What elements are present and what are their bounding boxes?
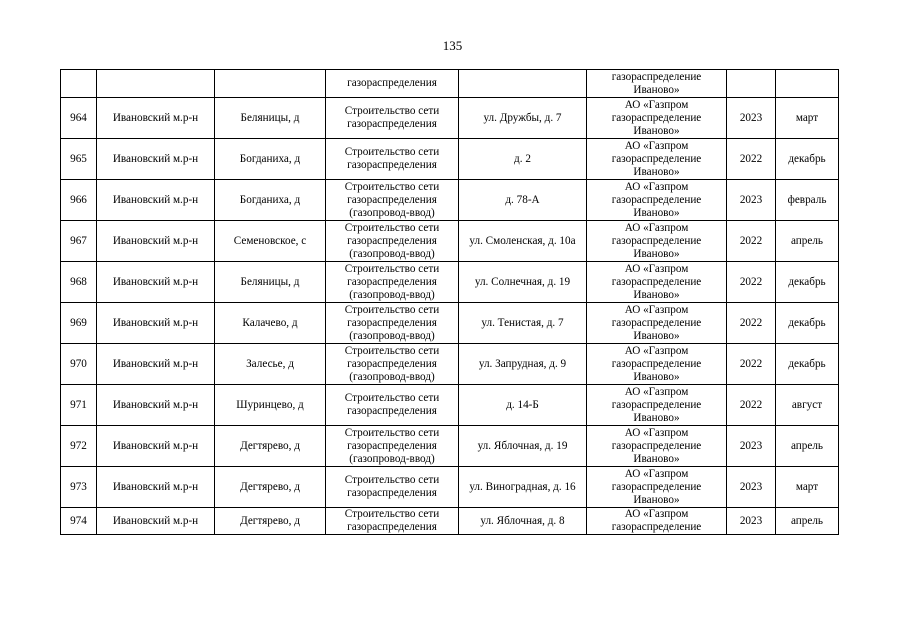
- cell-locality: Залесье, д: [215, 344, 326, 385]
- cell-address: д. 2: [459, 139, 587, 180]
- continuation-row: [61, 70, 839, 98]
- cell-work: Строительство сети газораспределения (газопровод-ввод): [326, 344, 459, 385]
- cell-year: 2022: [727, 221, 776, 262]
- cell-locality: [215, 70, 326, 98]
- cell-address: д. 78-А: [459, 180, 587, 221]
- cell-address: ул. Смоленская, д. 10а: [459, 221, 587, 262]
- cell-num: 968: [61, 262, 97, 303]
- cell-district: Ивановский м.р-н: [97, 180, 215, 221]
- cell-month: апрель: [776, 508, 839, 535]
- cell-address: ул. Виноградная, д. 16: [459, 467, 587, 508]
- cell-work: Строительство сети газораспределения (газопровод-ввод): [326, 262, 459, 303]
- cell-district: Ивановский м.р-н: [97, 467, 215, 508]
- cell-year: 2023: [727, 508, 776, 535]
- cell-month: август: [776, 385, 839, 426]
- cell-month: апрель: [776, 426, 839, 467]
- table-row: [61, 508, 839, 535]
- cell-num: 974: [61, 508, 97, 535]
- cell-work: Строительство сети газораспределения: [326, 508, 459, 535]
- cell-year: 2023: [727, 467, 776, 508]
- cell-district: Ивановский м.р-н: [97, 344, 215, 385]
- cell-organization: АО «Газпром газораспределение: [587, 508, 727, 535]
- table-row: [61, 98, 839, 139]
- cell-address: ул. Дружбы, д. 7: [459, 98, 587, 139]
- cell-work: газораспределения: [326, 70, 459, 98]
- cell-organization: АО «Газпром газораспределение Иваново»: [587, 139, 727, 180]
- cell-district: Ивановский м.р-н: [97, 508, 215, 535]
- cell-work: Строительство сети газораспределения (газопровод-ввод): [326, 303, 459, 344]
- cell-num: 972: [61, 426, 97, 467]
- cell-organization: АО «Газпром газораспределение Иваново»: [587, 262, 727, 303]
- table-row: [61, 262, 839, 303]
- table-row: [61, 344, 839, 385]
- cell-district: Ивановский м.р-н: [97, 426, 215, 467]
- cell-address: ул. Тенистая, д. 7: [459, 303, 587, 344]
- cell-organization: АО «Газпром газораспределение Иваново»: [587, 221, 727, 262]
- cell-year: 2022: [727, 139, 776, 180]
- cell-locality: Калачево, д: [215, 303, 326, 344]
- cell-work: Строительство сети газораспределения: [326, 139, 459, 180]
- cell-district: Ивановский м.р-н: [97, 385, 215, 426]
- cell-year: 2022: [727, 385, 776, 426]
- cell-locality: Шуринцево, д: [215, 385, 326, 426]
- cell-organization: АО «Газпром газораспределение Иваново»: [587, 303, 727, 344]
- cell-month: декабрь: [776, 262, 839, 303]
- cell-address: [459, 70, 587, 98]
- cell-organization: АО «Газпром газораспределение Иваново»: [587, 98, 727, 139]
- cell-district: Ивановский м.р-н: [97, 303, 215, 344]
- cell-work: Строительство сети газораспределения: [326, 385, 459, 426]
- cell-month: март: [776, 467, 839, 508]
- cell-locality: Дегтярево, д: [215, 508, 326, 535]
- cell-address: ул. Солнечная, д. 19: [459, 262, 587, 303]
- cell-num: 970: [61, 344, 97, 385]
- cell-locality: Дегтярево, д: [215, 467, 326, 508]
- cell-organization: АО «Газпром газораспределение Иваново»: [587, 180, 727, 221]
- cell-address: ул. Запрудная, д. 9: [459, 344, 587, 385]
- cell-organization: АО «Газпром газораспределение Иваново»: [587, 426, 727, 467]
- cell-address: ул. Яблочная, д. 8: [459, 508, 587, 535]
- cell-work: Строительство сети газораспределения: [326, 467, 459, 508]
- cell-work: Строительство сети газораспределения (газопровод-ввод): [326, 221, 459, 262]
- cell-month: декабрь: [776, 303, 839, 344]
- cell-district: Ивановский м.р-н: [97, 98, 215, 139]
- cell-num: 971: [61, 385, 97, 426]
- table-row: [61, 139, 839, 180]
- cell-num: [61, 70, 97, 98]
- table-row: [61, 303, 839, 344]
- cell-locality: Дегтярево, д: [215, 426, 326, 467]
- cell-year: 2022: [727, 303, 776, 344]
- cell-work: Строительство сети газораспределения (газопровод-ввод): [326, 426, 459, 467]
- table-row: [61, 467, 839, 508]
- cell-num: 967: [61, 221, 97, 262]
- cell-month: февраль: [776, 180, 839, 221]
- cell-locality: Беляницы, д: [215, 262, 326, 303]
- table-row: [61, 426, 839, 467]
- cell-year: 2023: [727, 180, 776, 221]
- cell-year: 2022: [727, 344, 776, 385]
- table-row: [61, 180, 839, 221]
- cell-year: 2022: [727, 262, 776, 303]
- gas-network-table: [60, 69, 839, 535]
- cell-num: 973: [61, 467, 97, 508]
- cell-address: ул. Яблочная, д. 19: [459, 426, 587, 467]
- cell-district: Ивановский м.р-н: [97, 221, 215, 262]
- table-row: [61, 221, 839, 262]
- cell-year: [727, 70, 776, 98]
- cell-district: [97, 70, 215, 98]
- cell-month: март: [776, 98, 839, 139]
- cell-month: [776, 70, 839, 98]
- cell-num: 965: [61, 139, 97, 180]
- cell-district: Ивановский м.р-н: [97, 262, 215, 303]
- cell-work: Строительство сети газораспределения: [326, 98, 459, 139]
- cell-organization: АО «Газпром газораспределение Иваново»: [587, 385, 727, 426]
- cell-month: декабрь: [776, 344, 839, 385]
- cell-organization: газораспределение Иваново»: [587, 70, 727, 98]
- cell-locality: Семеновское, с: [215, 221, 326, 262]
- cell-num: 966: [61, 180, 97, 221]
- page-number: 135: [442, 38, 463, 53]
- table-row: [61, 385, 839, 426]
- cell-num: 969: [61, 303, 97, 344]
- cell-district: Ивановский м.р-н: [97, 139, 215, 180]
- cell-work: Строительство сети газораспределения (газопровод-ввод): [326, 180, 459, 221]
- cell-locality: Беляницы, д: [215, 98, 326, 139]
- cell-organization: АО «Газпром газораспределение Иваново»: [587, 344, 727, 385]
- cell-year: 2023: [727, 426, 776, 467]
- cell-year: 2023: [727, 98, 776, 139]
- cell-month: декабрь: [776, 139, 839, 180]
- cell-organization: АО «Газпром газораспределение Иваново»: [587, 467, 727, 508]
- cell-locality: Богданиха, д: [215, 139, 326, 180]
- cell-month: апрель: [776, 221, 839, 262]
- cell-address: д. 14-Б: [459, 385, 587, 426]
- cell-locality: Богданиха, д: [215, 180, 326, 221]
- cell-num: 964: [61, 98, 97, 139]
- table-body: [61, 70, 839, 535]
